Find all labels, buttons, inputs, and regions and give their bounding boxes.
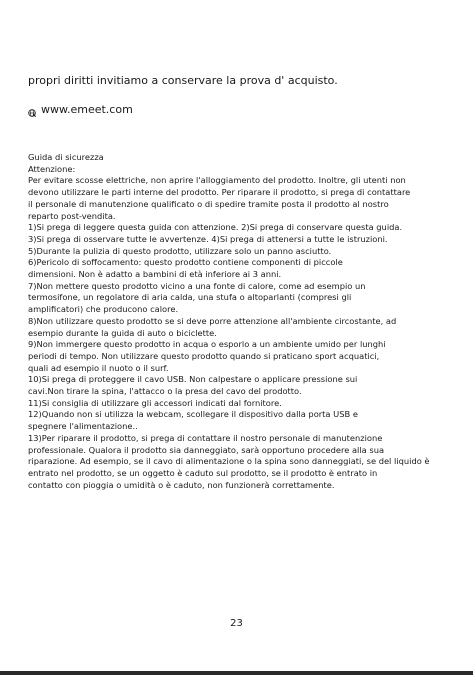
website-row <box>28 102 133 117</box>
safety-line: amplificatori) che producono calore. <box>28 304 179 315</box>
safety-line: dimensioni. Non è adatto a bambini di età inferiore ai 3 anni. <box>28 269 282 280</box>
globe-icon <box>28 106 36 114</box>
safety-line: Attenzione: <box>28 163 76 174</box>
safety-title: Guida di sicurezza <box>28 152 104 162</box>
safety-line: professionale. Qualora il prodotto sia danneggiato, sarà opportuno procedere alla sua <box>28 444 385 455</box>
safety-line: 11)Si consiglia di utilizzare gli accessori indicati dal fornitore. <box>28 397 282 408</box>
safety-line: reparto post-vendita. <box>28 210 116 221</box>
safety-line: il personale di manutenzione qualificato o di spedire tramite posta il prodotto al nostro <box>28 198 389 209</box>
safety-line: 9)Non immergere questo prodotto in acqua o esporlo a un ambiente umido per lunghi <box>28 339 386 350</box>
intro-text: propri diritti invitiamo a conservare la prova d' acquisto. <box>28 74 338 87</box>
safety-line: 10)Si prega di proteggere il cavo USB. Non calpestare o applicare pressione sui <box>28 374 358 385</box>
page-number: 23 <box>230 618 243 629</box>
safety-line: esempio durante la guida di auto o biciclette. <box>28 327 217 338</box>
safety-line: Per evitare scosse elettriche, non aprire l'alloggiamento del prodotto. Inoltre, gli utenti non <box>28 175 406 186</box>
safety-line: periodi di tempo. Non utilizzare questo prodotto quando si praticano sport acquatici, <box>28 350 380 361</box>
safety-line: devono utilizzare le parti interne del prodotto. Per riparare il prodotto, si prega di contattare <box>28 187 411 198</box>
safety-line: 3)Si prega di osservare tutte le avvertenze. 4)Si prega di attenersi a tutte le istruzioni. <box>28 233 388 244</box>
safety-line: 12)Quando non si utilizza la webcam, scollegare il dispositivo dalla porta USB e <box>28 409 358 420</box>
safety-guide <box>28 152 448 491</box>
safety-line: 8)Non utilizzare questo prodotto se si deve porre attenzione all'ambiente circostante, ad <box>28 315 397 326</box>
safety-line: 13)Per riparare il prodotto, si prega di contattare il nostro personale di manutenzione <box>28 432 383 443</box>
safety-line: 6)Pericolo di soffocamento: questo prodotto contiene componenti di piccole <box>28 257 343 268</box>
bottom-divider <box>0 671 473 675</box>
safety-line: spegnere l'alimentazione.. <box>28 421 138 432</box>
safety-line: contatto con pioggia o umidità o è caduto, non funzionerà correttamente. <box>28 479 335 490</box>
website-url[interactable]: www.emeet.com <box>41 103 133 116</box>
safety-line: 1)Si prega di leggere questa guida con attenzione. 2)Si prega di conservare questa guida. <box>28 222 403 233</box>
safety-line: cavi.Non tirare la spina, l'attacco o la presa del cavo del prodotto. <box>28 386 302 397</box>
safety-line: 5)Durante la pulizia di questo prodotto, utilizzare solo un panno asciutto. <box>28 245 332 256</box>
safety-line: quali ad esempio il nuoto o il surf. <box>28 362 169 373</box>
safety-line: termosifone, un regolatore di aria calda, una stufa o altoparlanti (compresi gli <box>28 292 352 303</box>
safety-line: entrato nel prodotto, se un oggetto è caduto sul prodotto, se il prodotto è entrato in <box>28 467 378 478</box>
safety-line: 7)Non mettere questo prodotto vicino a una fonte di calore, come ad esempio un <box>28 280 366 291</box>
safety-line: riparazione. Ad esempio, se il cavo di alimentazione o la spina sono danneggiati, se del liquido è <box>28 456 430 467</box>
